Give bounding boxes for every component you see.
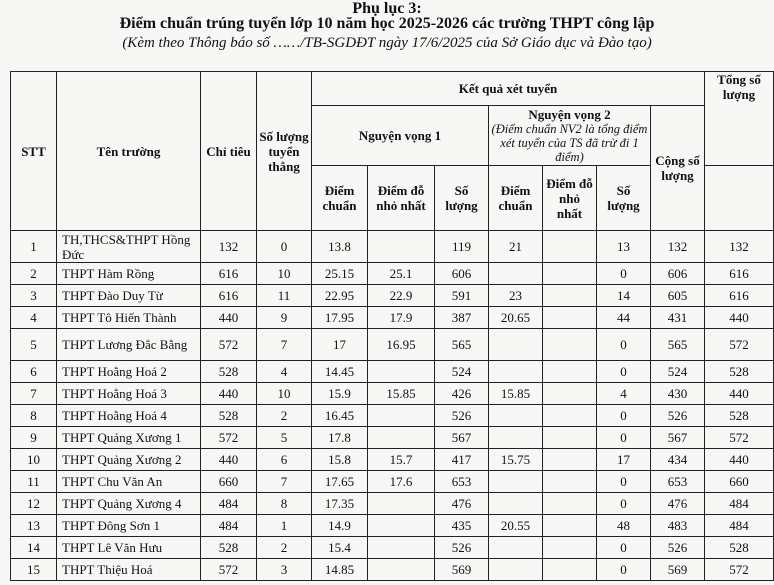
cell-quota: 440 <box>201 383 257 405</box>
cell-grand-total: 528 <box>705 405 774 427</box>
cell-nv1-min-score: 15.85 <box>368 383 435 405</box>
cell-direct: 9 <box>257 307 312 329</box>
header-nv2-min-score: Điểm đỗ nhỏ nhất <box>543 166 597 231</box>
cell-school-name: THPT Hoằng Hoá 3 <box>57 383 201 405</box>
cell-direct: 7 <box>257 471 312 493</box>
cell-school-name: THPT Đông Sơn 1 <box>57 515 201 537</box>
header-results: Kết quả xét tuyển <box>312 72 705 106</box>
cell-quota: 660 <box>201 471 257 493</box>
table-row <box>11 515 774 537</box>
cell-nv1-min-score: 17.6 <box>368 471 435 493</box>
cell-stt: 11 <box>11 471 57 493</box>
cell-nv2-cutoff: 15.85 <box>489 383 543 405</box>
cell-direct: 0 <box>257 231 312 263</box>
cell-nv1-count: 476 <box>435 493 489 515</box>
cell-grand-total: 132 <box>705 231 774 263</box>
cell-nv2-count: 0 <box>597 559 651 581</box>
cell-nv2-count: 0 <box>597 263 651 285</box>
cell-nv2-count: 4 <box>597 383 651 405</box>
table-row <box>11 427 774 449</box>
cell-nv1-min-score <box>368 427 435 449</box>
cell-quota: 572 <box>201 329 257 361</box>
cell-nv2-count: 0 <box>597 471 651 493</box>
cell-total: 567 <box>651 427 705 449</box>
cell-school-name: THPT Hàm Rồng <box>57 263 201 285</box>
document-subtitle: (Kèm theo Thông báo số ……/TB-SGDĐT ngày 17/6/2025 của Sở Giáo dục và Đào tạo) <box>122 35 652 51</box>
cell-nv2-count: 0 <box>597 493 651 515</box>
cell-quota: 528 <box>201 405 257 427</box>
cell-nv1-min-score <box>368 361 435 383</box>
cell-stt: 15 <box>11 559 57 581</box>
cell-stt: 1 <box>11 231 57 263</box>
cell-school-name: THPT Tô Hiến Thành <box>57 307 201 329</box>
cell-nv1-count: 526 <box>435 405 489 427</box>
cell-nv2-cutoff: 20.55 <box>489 515 543 537</box>
cell-total: 476 <box>651 493 705 515</box>
cell-nv1-cutoff: 15.9 <box>312 383 368 405</box>
cell-nv2-cutoff <box>489 263 543 285</box>
cell-direct: 10 <box>257 383 312 405</box>
cell-nv2-min-score <box>543 471 597 493</box>
cell-nv2-min-score <box>543 427 597 449</box>
cell-nv1-cutoff: 14.85 <box>312 559 368 581</box>
header-nv2 <box>489 106 651 166</box>
cell-nv1-count: 565 <box>435 329 489 361</box>
cell-nv2-count: 0 <box>597 405 651 427</box>
cell-quota: 528 <box>201 361 257 383</box>
table-row <box>11 405 774 427</box>
cell-direct: 10 <box>257 263 312 285</box>
cell-nv2-min-score <box>543 307 597 329</box>
cell-nv2-min-score <box>543 329 597 361</box>
cell-stt: 2 <box>11 263 57 285</box>
cell-stt: 9 <box>11 427 57 449</box>
cell-school-name: THPT Chu Văn An <box>57 471 201 493</box>
cell-nv2-count: 0 <box>597 427 651 449</box>
cell-grand-total: 660 <box>705 471 774 493</box>
cell-total: 434 <box>651 449 705 471</box>
cell-direct: 3 <box>257 559 312 581</box>
cell-school-name: THPT Hoằng Hoá 2 <box>57 361 201 383</box>
header-nv1: Nguyện vọng 1 <box>312 106 489 166</box>
cell-nv2-cutoff <box>489 361 543 383</box>
cell-grand-total: 484 <box>705 493 774 515</box>
cell-grand-total: 440 <box>705 449 774 471</box>
cell-stt: 7 <box>11 383 57 405</box>
header-nv1-count: Số lượng <box>435 166 489 231</box>
cell-nv1-count: 569 <box>435 559 489 581</box>
header-nv2-note: (Điểm chuẩn NV2 là tổng điểm xét tuyển của TS đã trừ đi 1 điểm) <box>491 122 648 164</box>
cell-grand-total: 572 <box>705 427 774 449</box>
cell-nv1-cutoff: 17.35 <box>312 493 368 515</box>
cell-nv2-count: 44 <box>597 307 651 329</box>
header-school-name: Tên trường <box>57 72 201 231</box>
table-row <box>11 361 774 383</box>
cell-nv1-cutoff: 14.45 <box>312 361 368 383</box>
cell-direct: 5 <box>257 427 312 449</box>
header-stt: STT <box>11 72 57 231</box>
cell-grand-total: 616 <box>705 263 774 285</box>
cell-nv2-count: 0 <box>597 537 651 559</box>
cell-quota: 528 <box>201 537 257 559</box>
table-row <box>11 471 774 493</box>
cell-total: 653 <box>651 471 705 493</box>
cell-stt: 10 <box>11 449 57 471</box>
cell-school-name: THPT Quảng Xương 2 <box>57 449 201 471</box>
cell-nv2-min-score <box>543 361 597 383</box>
cell-nv1-cutoff: 15.4 <box>312 537 368 559</box>
cell-school-name: THPT Quảng Xương 4 <box>57 493 201 515</box>
cell-quota: 440 <box>201 449 257 471</box>
cell-nv1-count: 606 <box>435 263 489 285</box>
table-row <box>11 537 774 559</box>
cell-stt: 3 <box>11 285 57 307</box>
cell-quota: 484 <box>201 515 257 537</box>
cell-nv2-count: 48 <box>597 515 651 537</box>
cell-nv1-min-score <box>368 537 435 559</box>
cell-nv1-cutoff: 14.9 <box>312 515 368 537</box>
cell-nv2-count: 17 <box>597 449 651 471</box>
cell-school-name: THPT Đào Duy Từ <box>57 285 201 307</box>
cell-grand-total: 616 <box>705 285 774 307</box>
cell-school-name: THPT Lê Văn Hưu <box>57 537 201 559</box>
cell-nv1-min-score: 15.7 <box>368 449 435 471</box>
cell-direct: 6 <box>257 449 312 471</box>
cell-quota: 572 <box>201 427 257 449</box>
cell-nv2-min-score <box>543 263 597 285</box>
header-nv2-label: Nguyện vọng 2 <box>528 107 611 122</box>
cell-nv2-cutoff <box>489 471 543 493</box>
cell-nv2-min-score <box>543 537 597 559</box>
cell-nv1-min-score: 25.1 <box>368 263 435 285</box>
cell-quota: 440 <box>201 307 257 329</box>
cell-nv2-cutoff <box>489 427 543 449</box>
cell-school-name: TH,THCS&THPT Hồng Đức <box>57 231 201 263</box>
cell-stt: 4 <box>11 307 57 329</box>
cell-quota: 616 <box>201 263 257 285</box>
cell-nv2-min-score <box>543 383 597 405</box>
cell-total: 606 <box>651 263 705 285</box>
cell-nv2-min-score <box>543 515 597 537</box>
header-quota: Chỉ tiêu <box>201 72 257 231</box>
table-row <box>11 263 774 285</box>
cell-direct: 8 <box>257 493 312 515</box>
cell-quota: 132 <box>201 231 257 263</box>
cell-nv2-min-score <box>543 285 597 307</box>
table-row <box>11 329 774 361</box>
cell-quota: 484 <box>201 493 257 515</box>
cell-direct: 2 <box>257 537 312 559</box>
cell-stt: 13 <box>11 515 57 537</box>
cell-nv1-count: 526 <box>435 537 489 559</box>
cell-direct: 1 <box>257 515 312 537</box>
cell-nv1-count: 435 <box>435 515 489 537</box>
cell-nv1-min-score <box>368 515 435 537</box>
cell-nv2-cutoff: 20.65 <box>489 307 543 329</box>
table-row <box>11 559 774 581</box>
cell-nv1-cutoff: 17.8 <box>312 427 368 449</box>
cell-grand-total: 484 <box>705 515 774 537</box>
cell-nv1-cutoff: 25.15 <box>312 263 368 285</box>
cell-grand-total: 440 <box>705 307 774 329</box>
header-nv2-cutoff: Điểm chuẩn <box>489 166 543 231</box>
cell-nv2-min-score <box>543 449 597 471</box>
cell-nv2-cutoff <box>489 559 543 581</box>
admission-score-table <box>10 71 774 581</box>
cell-total: 431 <box>651 307 705 329</box>
cell-direct: 11 <box>257 285 312 307</box>
table-row <box>11 383 774 405</box>
cell-quota: 616 <box>201 285 257 307</box>
cell-school-name: THPT Thiệu Hoá <box>57 559 201 581</box>
cell-nv1-cutoff: 17 <box>312 329 368 361</box>
cell-nv2-cutoff: 21 <box>489 231 543 263</box>
header-grand-total-blank <box>705 166 774 231</box>
cell-direct: 2 <box>257 405 312 427</box>
cell-total: 605 <box>651 285 705 307</box>
cell-nv1-count: 387 <box>435 307 489 329</box>
cell-nv2-cutoff <box>489 405 543 427</box>
cell-total: 430 <box>651 383 705 405</box>
table-row <box>11 493 774 515</box>
cell-direct: 4 <box>257 361 312 383</box>
cell-nv1-count: 119 <box>435 231 489 263</box>
cell-nv1-cutoff: 17.95 <box>312 307 368 329</box>
cell-grand-total: 528 <box>705 361 774 383</box>
cell-nv2-min-score <box>543 559 597 581</box>
cell-total: 526 <box>651 537 705 559</box>
cell-school-name: THPT Hoằng Hoá 4 <box>57 405 201 427</box>
table-row <box>11 285 774 307</box>
header-direct-admission: Số lượng tuyển thẳng <box>257 72 312 231</box>
cell-nv2-cutoff: 15.75 <box>489 449 543 471</box>
cell-nv2-count: 0 <box>597 329 651 361</box>
cell-nv1-min-score: 17.9 <box>368 307 435 329</box>
cell-nv1-count: 417 <box>435 449 489 471</box>
cell-nv2-min-score <box>543 493 597 515</box>
cell-school-name: THPT Lương Đắc Bằng <box>57 329 201 361</box>
cell-stt: 8 <box>11 405 57 427</box>
cell-nv1-count: 524 <box>435 361 489 383</box>
table-row <box>11 307 774 329</box>
cell-nv1-cutoff: 13.8 <box>312 231 368 263</box>
cell-nv1-min-score <box>368 559 435 581</box>
cell-total: 565 <box>651 329 705 361</box>
cell-nv2-cutoff <box>489 329 543 361</box>
cell-school-name: THPT Quảng Xương 1 <box>57 427 201 449</box>
cell-nv1-min-score: 16.95 <box>368 329 435 361</box>
cell-nv2-count: 0 <box>597 361 651 383</box>
appendix-title: Phụ lục 3: <box>352 0 422 17</box>
header-total: Cộng số lượng <box>651 106 705 231</box>
cell-nv2-cutoff <box>489 537 543 559</box>
cell-nv1-cutoff: 16.45 <box>312 405 368 427</box>
cell-total: 524 <box>651 361 705 383</box>
cell-nv2-min-score <box>543 231 597 263</box>
header-nv2-count: Số lượng <box>597 166 651 231</box>
cell-stt: 14 <box>11 537 57 559</box>
cell-nv1-count: 567 <box>435 427 489 449</box>
cell-nv1-count: 591 <box>435 285 489 307</box>
cell-nv2-cutoff: 23 <box>489 285 543 307</box>
cell-nv2-count: 14 <box>597 285 651 307</box>
table-row <box>11 449 774 471</box>
cell-direct: 7 <box>257 329 312 361</box>
cell-nv1-min-score: 22.9 <box>368 285 435 307</box>
header-grand-total: Tổng số lượng <box>705 72 774 166</box>
cell-nv1-cutoff: 17.65 <box>312 471 368 493</box>
cell-grand-total: 572 <box>705 559 774 581</box>
document-title: Điểm chuẩn trúng tuyển lớp 10 năm học 2025-2026 các trường THPT công lập <box>119 15 655 32</box>
cell-nv1-min-score <box>368 231 435 263</box>
cell-stt: 6 <box>11 361 57 383</box>
cell-nv2-min-score <box>543 405 597 427</box>
cell-nv2-count: 13 <box>597 231 651 263</box>
cell-stt: 12 <box>11 493 57 515</box>
cell-stt: 5 <box>11 329 57 361</box>
cell-nv1-min-score <box>368 405 435 427</box>
cell-nv1-cutoff: 22.95 <box>312 285 368 307</box>
cell-total: 483 <box>651 515 705 537</box>
cell-nv1-min-score <box>368 493 435 515</box>
header-nv1-cutoff: Điểm chuẩn <box>312 166 368 231</box>
table-row <box>11 231 774 263</box>
cell-total: 132 <box>651 231 705 263</box>
cell-nv1-count: 653 <box>435 471 489 493</box>
cell-grand-total: 528 <box>705 537 774 559</box>
cell-nv2-cutoff <box>489 493 543 515</box>
cell-grand-total: 572 <box>705 329 774 361</box>
cell-grand-total: 440 <box>705 383 774 405</box>
cell-total: 526 <box>651 405 705 427</box>
cell-nv1-count: 426 <box>435 383 489 405</box>
cell-total: 569 <box>651 559 705 581</box>
cell-quota: 572 <box>201 559 257 581</box>
cell-nv1-cutoff: 15.8 <box>312 449 368 471</box>
header-nv1-min-score: Điểm đỗ nhỏ nhất <box>368 166 435 231</box>
